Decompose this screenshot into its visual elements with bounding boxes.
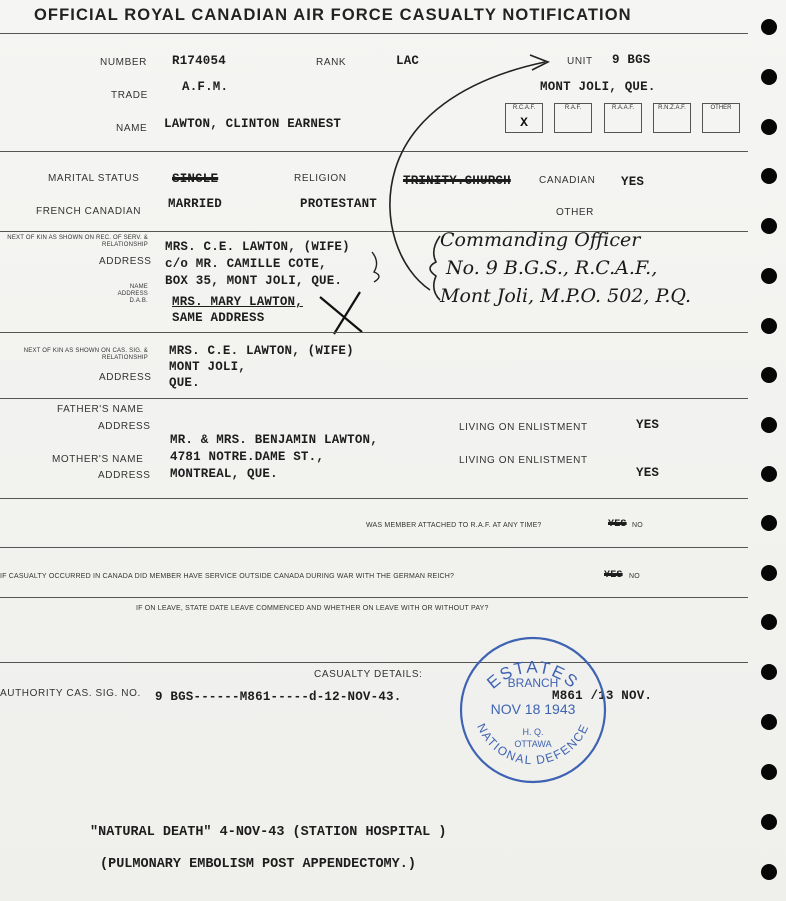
label-number: NUMBER [100,57,147,68]
punch-hole-icon [761,714,777,730]
value-authority: 9 BGS------M861-----d-12-NOV-43. [155,690,402,704]
punch-hole-icon [761,565,777,581]
label-living-on-enlistment: LIVING ON ENLISTMENT [459,422,588,433]
label-unit: UNIT [567,56,593,67]
value-trade: A.F.M. [182,80,229,94]
dab-line2: SAME ADDRESS [172,311,265,325]
parents-line2: 4781 NOTRE.DAME ST., [170,450,325,464]
nok-cas-line1: MRS. C.E. LAWTON, (WIFE) [169,344,354,358]
brace-right-icon [430,236,440,300]
label-french-canadian: FRENCH CANADIAN [36,206,142,217]
label-living-on-enlistment: LIVING ON ENLISTMENT [459,455,588,466]
value-religion: PROTESTANT [300,197,378,211]
punch-hole-icon [761,417,777,433]
rule [0,332,748,333]
label-address: ADDRESS [99,372,152,383]
nok-rec-line1: MRS. C.E. LAWTON, (WIFE) [165,240,350,254]
form-title: OFFICIAL ROYAL CANADIAN AIR FORCE CASUALTY NOTIFICATION [34,6,632,24]
label-address: ADDRESS [98,470,151,481]
punch-hole-icon [761,864,777,880]
rule [0,398,748,399]
value-marital-struck: SINGLE [172,172,219,186]
label-raf-question: WAS MEMBER ATTACHED TO R.A.F. AT ANY TIME? [366,522,542,529]
punch-hole-icon [761,515,777,531]
nok-rec-line3: BOX 35, MONT JOLI, QUE. [165,274,343,288]
rule [0,498,748,499]
estates-branch-stamp [458,635,608,785]
value-raf-struck: YES [608,519,627,530]
cause-line2: (PULMONARY EMBOLISM POST APPENDECTOMY.) [100,857,416,872]
stamp-ho: H. Q. [522,727,544,737]
rule [0,662,748,663]
punch-hole-icon [761,168,777,184]
service-label: R.A.A.F. [611,105,634,111]
label-fathers-name: FATHER'S NAME [57,404,144,415]
handwritten-line2: No. 9 B.G.S., R.C.A.F., [446,257,658,279]
label-address: ADDRESS [98,421,151,432]
punch-hole-icon [761,614,777,630]
punch-hole-icon [761,466,777,482]
punch-hole-icon [761,367,777,383]
value-canadian: YES [621,175,645,189]
label-name-address-dab: NAME ADDRESS D.A.B. [117,284,148,304]
value-name: LAWTON, CLINTON EARNEST [164,117,342,131]
punch-hole-icon [761,218,777,234]
label-authority: AUTHORITY CAS. SIG. NO. [0,688,141,699]
service-label: OTHER [710,105,732,111]
punch-hole-icon [761,19,777,35]
handwritten-line3: Mont Joli, M.P.O. 502, P.Q. [440,285,692,307]
cause-line1: "NATURAL DEATH" 4-NOV-43 (STATION HOSPITAL ) [90,825,447,840]
stamp-date: NOV 18 1943 [490,701,576,717]
label-trade: TRADE [111,90,148,101]
value-raf: NO [632,522,643,529]
label-rank: RANK [316,57,347,68]
value-marital: MARRIED [168,197,222,211]
parents-line1: MR. & MRS. BENJAMIN LAWTON, [170,433,378,447]
label-religion: RELIGION [294,173,347,184]
punch-hole-icon [761,764,777,780]
label-canadian: CANADIAN [539,175,596,186]
value-religion-struck: TRINITY.CHURCH [403,174,511,188]
punch-hole-icon [761,119,777,135]
value-unit-location: MONT JOLI, QUE. [540,80,656,94]
nok-rec-line2: c/o MR. CAMILLE COTE, [165,257,327,271]
handwritten-line1: Commanding Officer [440,229,641,251]
nok-cas-line3: QUE. [169,376,200,390]
value-rank: LAC [396,54,420,68]
rule [0,547,748,548]
label-other: OTHER [556,207,594,218]
label-address: ADDRESS [99,256,152,267]
parents-line3: MONTREAL, QUE. [170,467,278,481]
cross-mark-icon [320,292,362,334]
service-label: R.A.F. [564,105,582,111]
label-name: NAME [116,123,148,134]
label-nok-record: NEXT OF KIN AS SHOWN ON REC. OF SERV. & RELATIONSHIP [7,235,148,248]
stamp-top-text: ESTATES [483,657,583,693]
stamp-bottom-text: NATIONAL DEFENCE [474,721,592,768]
label-leave-question: IF ON LEAVE, STATE DATE LEAVE COMMENCED AND WHETHER ON LEAVE WITH OR WITHOUT PAY? [136,605,489,612]
punch-hole-icon [761,69,777,85]
label-outside-question: IF CASUALTY OCCURRED IN CANADA DID MEMBER HAVE SERVICE OUTSIDE CANADA DURING WAR WITH THE GERMAN REICH? [0,573,455,580]
arrow-line [390,62,545,290]
nok-cas-line2: MONT JOLI, [169,360,247,374]
punch-hole-icon [761,814,777,830]
label-mothers-name: MOTHER'S NAME [52,454,144,465]
value-mother-living: YES [636,466,660,480]
value-authority-suffix: M861 /13 NOV. [552,689,653,703]
label-casualty-details: CASUALTY DETAILS: [314,669,423,680]
value-father-living: YES [636,418,660,432]
value-unit: 9 BGS [612,53,651,67]
rule [0,597,748,598]
value-outside: NO [629,573,640,580]
punch-hole-icon [761,664,777,680]
service-label: R.C.A.F. [512,105,536,111]
service-mark: X [520,115,528,130]
label-marital-status: MARITAL STATUS [48,173,140,184]
dab-line1: MRS. MARY LAWTON, [172,295,303,309]
stamp-city: OTTAWA [514,739,552,749]
label-nok-cas-sig: NEXT OF KIN AS SHOWN ON CAS. SIG. & RELATIONSHIP [23,348,148,361]
brace-left-icon [372,252,379,282]
punch-hole-icon [761,318,777,334]
value-outside-struck: YES [604,570,623,581]
stamp-branch: BRANCH [507,676,559,690]
value-number: R174054 [172,54,226,68]
service-label: R.N.Z.A.F. [658,105,686,111]
punch-hole-icon [761,268,777,284]
